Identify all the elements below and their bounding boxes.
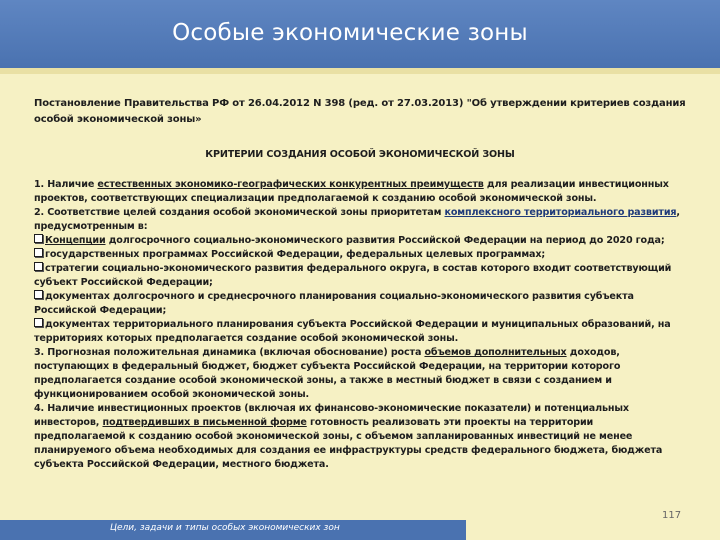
criteria-heading: КРИТЕРИИ СОЗДАНИЯ ОСОБОЙ ЭКОНОМИЧЕСКОЙ ЗОНЫ — [205, 149, 515, 160]
concept-link[interactable]: Концепции — [45, 235, 106, 246]
criterion-4 — [34, 402, 686, 472]
criterion-3-rest: доходов, поступающих в федеральный бюджет, бюджет субъекта Российской Федерации, на территории которого предполагается создание особой экономической зоны, а также в местный бюджет в связи с созданием и функционированием особой экономической зоны. — [34, 347, 621, 400]
footer-caption: Цели, задачи и типы особых экономических зон — [110, 523, 340, 533]
criterion-2-link[interactable]: комплексного территориального развития — [444, 207, 677, 218]
checkbox-bullet-icon — [34, 262, 43, 271]
bullet-item — [34, 262, 686, 290]
criterion-4-link[interactable]: подтвердивших в письменной форме — [102, 417, 307, 428]
criterion-1-text: 1. Наличие — [34, 179, 98, 190]
criterion-1-link[interactable]: естественных экономико-географических конкурентных преимуществ — [97, 179, 484, 190]
bullet-text: государственных программах Российской Федерации, федеральных целевых программах; — [45, 249, 546, 260]
criterion-2 — [34, 206, 686, 234]
criterion-1-rest: для реализации инвестиционных проектов, соответствующих специализации предполагаемой к созданию особой экономической зоны. — [34, 179, 669, 204]
criterion-2-rest: , предусмотренным в: — [34, 207, 680, 232]
criterion-4-rest: готовность реализовать эти проекты на территории предполагаемой к созданию особой экономической зоны, с объемом запланированных инвестиций не менее планируемого объема необходимых для создания ее инфраструктуры средств федерального бюджета, бюджета субъекта Российской Федерации, местного бюджета. — [34, 417, 663, 470]
bullet-item — [34, 290, 686, 318]
slide-content — [34, 96, 686, 472]
checkbox-bullet-icon — [34, 290, 43, 299]
criterion-1 — [34, 178, 686, 206]
checkbox-bullet-icon — [34, 234, 43, 243]
page-number: 117 — [662, 510, 682, 521]
bullet-text: долгосрочного социально-экономического развития Российской Федерации на период до 2020 года; — [105, 235, 665, 246]
criterion-3-text: 3. Прогнозная положительная динамика (включая обоснование) роста — [34, 347, 425, 358]
criterion-3-link[interactable]: объемов дополнительных — [424, 347, 567, 358]
bullet-text: документах территориального планирования субъекта Российской Федерации и муниципальных образований, на территориях которых предполагается создание особой экономической зоны. — [34, 319, 671, 344]
bullet-item — [34, 318, 686, 346]
slide-header — [0, 0, 720, 68]
bullet-item — [34, 248, 686, 262]
criterion-2-text: 2. Соответствие целей создания особой экономической зоны приоритетам — [34, 207, 445, 218]
bullet-item — [34, 234, 686, 248]
bullet-text: документах долгосрочного и среднесрочного планирования социально-экономического развития субъекта Российской Федерации; — [34, 291, 634, 316]
header-stripe — [0, 68, 720, 74]
decree-reference: Постановление Правительства РФ от 26.04.2012 N 398 (ред. от 27.03.2013) "Об утверждении критериев создания особой экономической зоны» — [34, 98, 686, 125]
slide-title: Особые экономические зоны — [172, 20, 528, 46]
bullet-text: стратегии социально-экономического развития федерального округа, в состав которого входит соответствующий субъект Российской Федерации; — [34, 263, 672, 288]
criterion-3 — [34, 346, 686, 402]
criterion-4-text: 4. Наличие инвестиционных проектов (включая их финансово-экономические показатели) и потенциальных инвесторов, — [34, 403, 629, 428]
checkbox-bullet-icon — [34, 248, 43, 257]
checkbox-bullet-icon — [34, 318, 43, 327]
